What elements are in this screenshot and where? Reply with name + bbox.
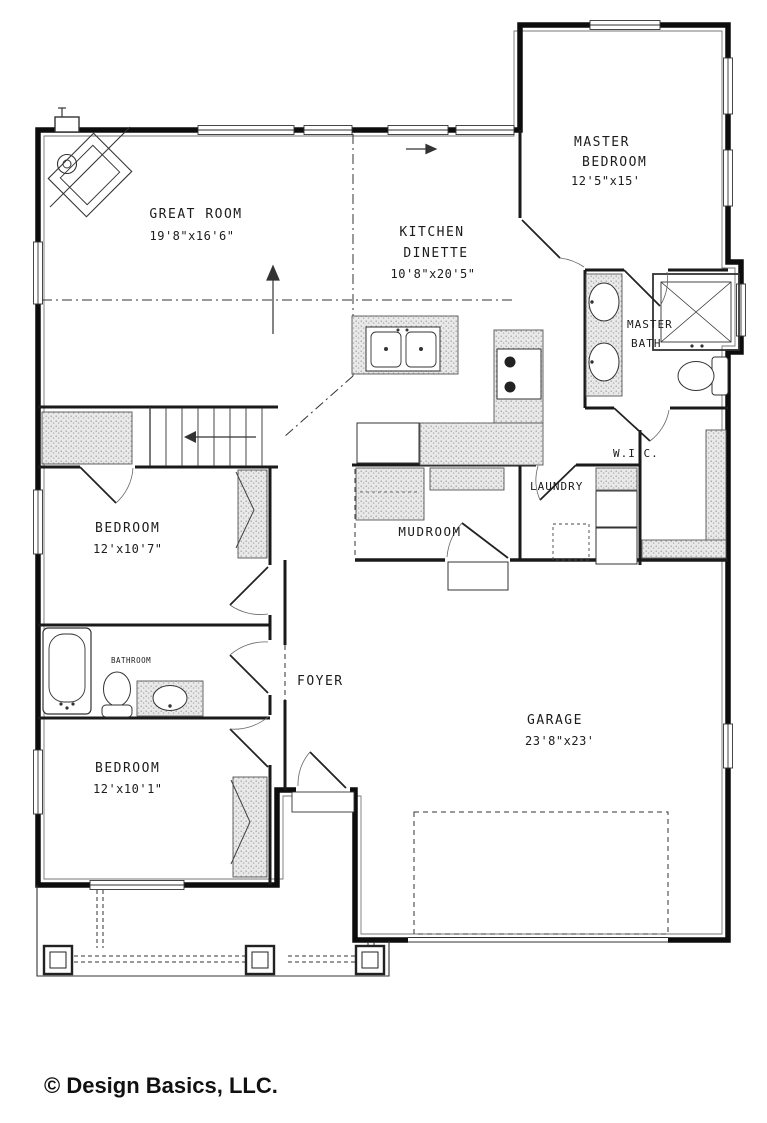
label-kitchen-dims: 10'8"x20'5": [390, 267, 476, 281]
label-bathroom: BATHROOM: [111, 656, 152, 665]
label-garage: GARAGE: [527, 713, 583, 728]
label-wic: W.I.C.: [613, 447, 659, 460]
front-stoop: [292, 792, 354, 812]
bathtub-icon: [43, 628, 91, 714]
label-kitchen-1: KITCHEN: [399, 225, 465, 240]
freezer-dashed: [553, 524, 589, 560]
washer-dryer-icon: [596, 491, 637, 564]
label-bedroom2: BEDROOM: [95, 521, 161, 536]
label-bedroom2-dims: 12'x10'7": [93, 542, 163, 556]
refrigerator-icon: [357, 423, 419, 463]
master-toilet-icon: [678, 357, 728, 395]
shower-icon: [653, 274, 739, 350]
mudroom-stoop: [448, 562, 508, 590]
stairs: [150, 407, 262, 466]
label-great-room-dims: 19'8"x16'6": [149, 229, 235, 243]
porch-posts: [44, 946, 384, 974]
label-kitchen-2: DINETTE: [403, 246, 469, 261]
fireplace-icon: [48, 127, 131, 217]
range-icon: [497, 349, 541, 399]
label-bedroom3: BEDROOM: [95, 761, 161, 776]
chimney-icon: [55, 108, 79, 132]
label-great-room: GREAT ROOM: [149, 207, 243, 222]
kitchen-sink-icon: [366, 327, 440, 371]
kitchen-arrow-icon: [406, 145, 436, 154]
ceiling-break-lines: [42, 134, 516, 437]
garage-door: [408, 935, 668, 945]
label-master-bath-1: MASTER: [627, 318, 673, 331]
garage-ceiling-dashed: [414, 812, 668, 934]
label-mudroom: MUDROOM: [398, 524, 462, 539]
porch: [37, 885, 389, 976]
label-laundry: LAUNDRY: [530, 480, 584, 493]
label-foyer: FOYER: [297, 674, 344, 689]
copyright-text: © Design Basics, LLC.: [44, 1073, 278, 1098]
label-master-bedroom-1: MASTER: [574, 135, 630, 150]
label-master-bedroom-dims: 12'5"x15': [571, 174, 641, 188]
toilet-icon: [102, 672, 132, 717]
label-master-bath-2: BATH: [631, 337, 662, 350]
label-bedroom3-dims: 12'x10'1": [93, 782, 163, 796]
label-garage-dims: 23'8"x23': [525, 734, 595, 748]
bath-sink-icon: [153, 686, 187, 711]
label-master-bedroom-2: BEDROOM: [582, 155, 648, 170]
